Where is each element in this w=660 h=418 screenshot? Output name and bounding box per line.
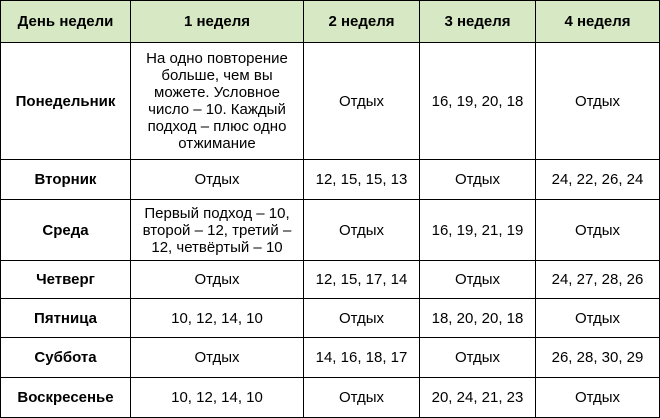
week-3-cell: 18, 20, 20, 18: [420, 299, 536, 338]
week-3-cell: Отдых: [420, 338, 536, 378]
header-week-3: 3 неделя: [420, 1, 536, 43]
week-1-cell: Отдых: [131, 160, 304, 200]
table-row: [1, 200, 660, 261]
header-week-4: 4 неделя: [536, 1, 660, 43]
table-row: [1, 43, 660, 160]
header-row: [1, 1, 660, 43]
week-2-cell: Отдых: [304, 299, 420, 338]
header-week-2: 2 неделя: [304, 1, 420, 43]
week-2-cell: 12, 15, 15, 13: [304, 160, 420, 200]
day-cell: Пятница: [1, 299, 131, 338]
week-4-cell: 24, 22, 26, 24: [536, 160, 660, 200]
week-4-cell: Отдых: [536, 43, 660, 160]
day-cell: Четверг: [1, 261, 131, 299]
week-4-cell: 24, 27, 28, 26: [536, 261, 660, 299]
day-cell: Вторник: [1, 160, 131, 200]
table-row: [1, 378, 660, 418]
week-2-cell: Отдых: [304, 378, 420, 418]
table-row: [1, 338, 660, 378]
week-3-cell: Отдых: [420, 261, 536, 299]
header-week-1: 1 неделя: [131, 1, 304, 43]
week-3-cell: 20, 24, 21, 23: [420, 378, 536, 418]
day-cell: Среда: [1, 200, 131, 261]
week-4-cell: Отдых: [536, 200, 660, 261]
week-1-cell: На одно повторение больше, чем вы можете. Условное число – 10. Каждый подход – плюс одно отжимание: [131, 43, 304, 160]
day-cell: Воскресенье: [1, 378, 131, 418]
table-row: [1, 261, 660, 299]
day-cell: Понедельник: [1, 43, 131, 160]
day-cell: Суббота: [1, 338, 131, 378]
week-4-cell: Отдых: [536, 378, 660, 418]
week-2-cell: Отдых: [304, 43, 420, 160]
header-day: День недели: [1, 1, 131, 43]
table-row: [1, 160, 660, 200]
week-1-cell: Отдых: [131, 261, 304, 299]
week-1-cell: 10, 12, 14, 10: [131, 378, 304, 418]
table-row: [1, 299, 660, 338]
week-2-cell: 14, 16, 18, 17: [304, 338, 420, 378]
week-4-cell: Отдых: [536, 299, 660, 338]
week-3-cell: Отдых: [420, 160, 536, 200]
week-2-cell: Отдых: [304, 200, 420, 261]
week-1-cell: 10, 12, 14, 10: [131, 299, 304, 338]
week-4-cell: 26, 28, 30, 29: [536, 338, 660, 378]
week-1-cell: Отдых: [131, 338, 304, 378]
week-2-cell: 12, 15, 17, 14: [304, 261, 420, 299]
week-3-cell: 16, 19, 21, 19: [420, 200, 536, 261]
week-3-cell: 16, 19, 20, 18: [420, 43, 536, 160]
week-1-cell: Первый подход – 10, второй – 12, третий – 12, четвёртый – 10: [131, 200, 304, 261]
